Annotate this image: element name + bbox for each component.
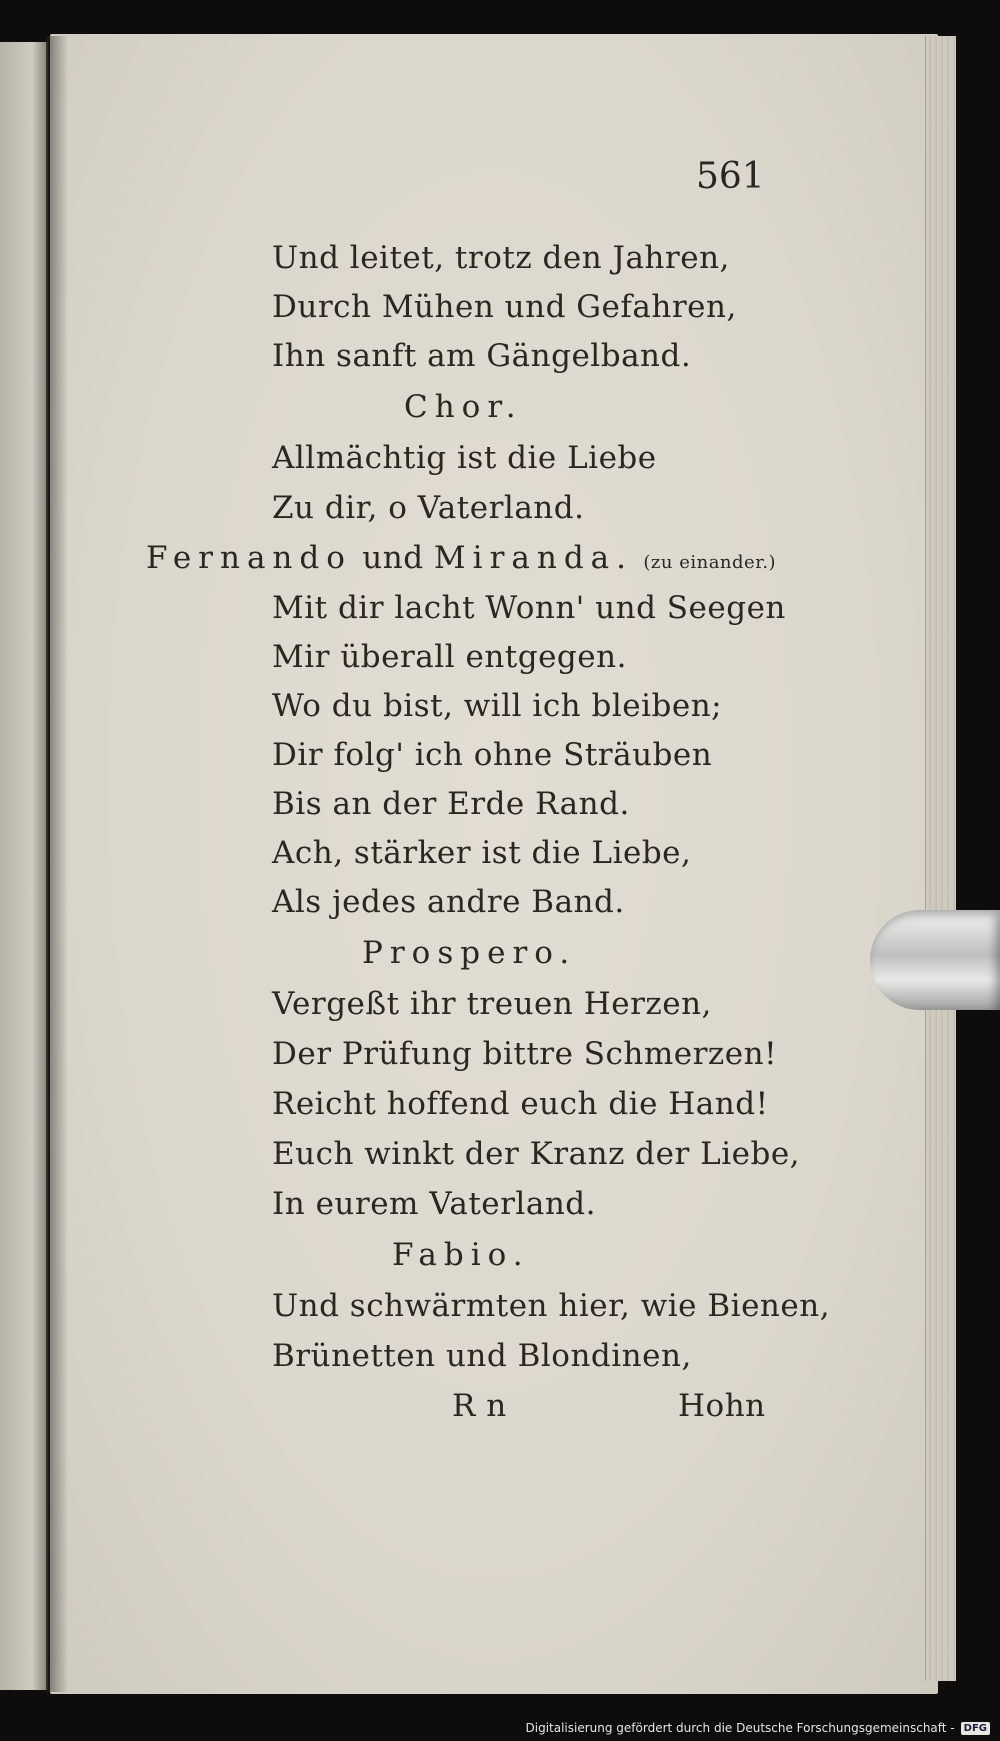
verse-line: Zu dir, o Vaterland. bbox=[272, 490, 585, 526]
speaker-fernando: Fernando bbox=[146, 540, 352, 576]
signature-mark: R n bbox=[452, 1388, 507, 1424]
spine-shadow bbox=[46, 36, 68, 1692]
chor-heading: Chor. bbox=[404, 389, 523, 425]
verse-line: Wo du bist, will ich bleiben; bbox=[272, 688, 723, 724]
verse-line: Mir überall entgegen. bbox=[272, 639, 627, 675]
verse-line: Brünetten und Blondinen, bbox=[272, 1338, 692, 1374]
page-number: 561 bbox=[696, 156, 765, 197]
page-stack-edge bbox=[925, 36, 956, 1681]
speaker-conjunction: und bbox=[362, 540, 424, 576]
verse-line: Ihn sanft am Gängelband. bbox=[272, 338, 692, 374]
verse-line: Ach, stärker ist die Liebe, bbox=[272, 835, 692, 871]
left-page-edge bbox=[0, 42, 48, 1690]
prospero-heading: Prospero. bbox=[362, 935, 577, 971]
verse-line: Vergeßt ihr treuen Herzen, bbox=[272, 986, 712, 1022]
verse-line: Als jedes andre Band. bbox=[272, 884, 625, 920]
verse-line: Und schwärmten hier, wie Bienen, bbox=[272, 1288, 831, 1324]
duet-speaker-line bbox=[146, 540, 776, 576]
verse-line: Dir folg' ich ohne Sträuben bbox=[272, 737, 713, 773]
page-clip bbox=[870, 910, 1000, 1010]
verse-line: Reicht hoffend euch die Hand! bbox=[272, 1086, 769, 1122]
dfg-logo: DFG bbox=[961, 1722, 990, 1735]
verse-line: Euch winkt der Kranz der Liebe, bbox=[272, 1136, 801, 1172]
verse-line: Bis an der Erde Rand. bbox=[272, 786, 630, 822]
fabio-heading: Fabio. bbox=[392, 1237, 530, 1273]
verse-line: Der Prüfung bittre Schmerzen! bbox=[272, 1036, 778, 1072]
funding-credit: Digitalisierung gefördert durch die Deutsche Forschungsgemeinschaft - bbox=[525, 1721, 955, 1735]
verse-line: Durch Mühen und Gefahren, bbox=[272, 289, 737, 325]
stage-direction: (zu einander.) bbox=[643, 552, 777, 573]
verse-line: In eurem Vaterland. bbox=[272, 1186, 596, 1222]
verse-line: Mit dir lacht Wonn' und Seegen bbox=[272, 590, 786, 626]
catchword: Hohn bbox=[678, 1388, 766, 1424]
speaker-miranda: Miranda. bbox=[433, 540, 634, 576]
verse-line: Und leitet, trotz den Jahren, bbox=[272, 240, 730, 276]
footer-bar bbox=[0, 1715, 1000, 1741]
verse-line: Allmächtig ist die Liebe bbox=[272, 440, 657, 476]
